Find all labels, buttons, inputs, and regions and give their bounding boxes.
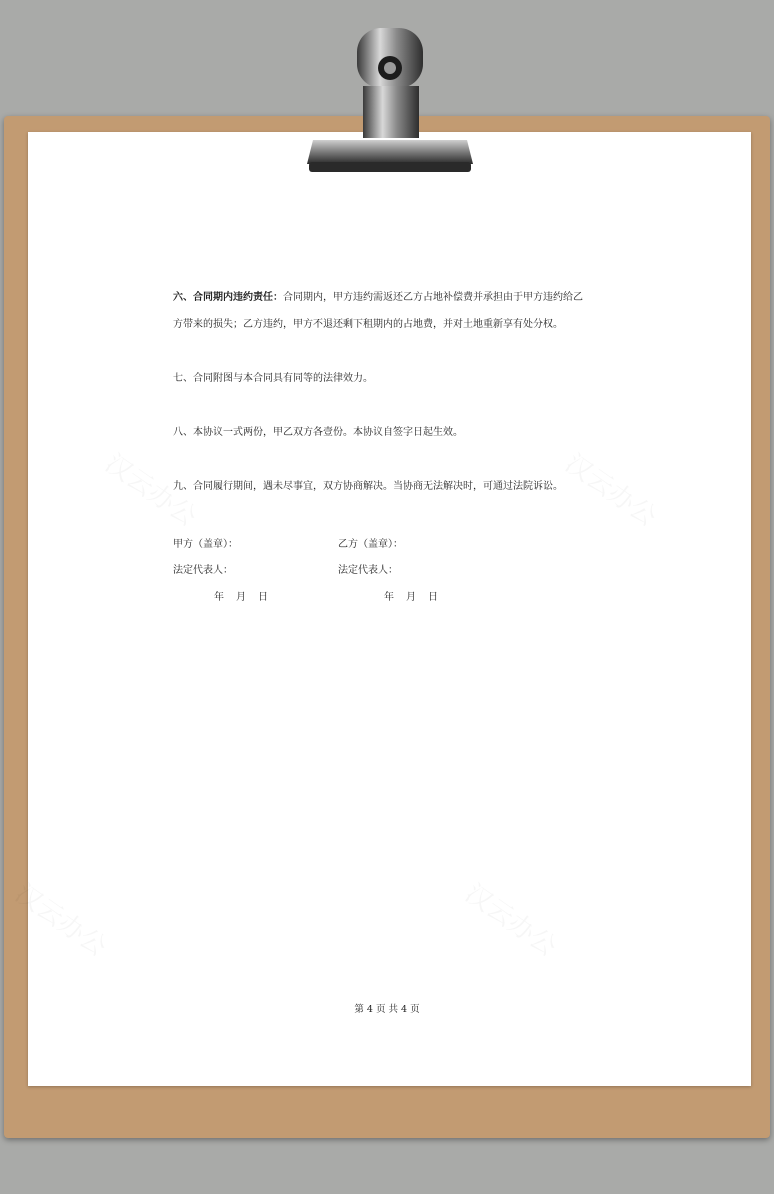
article-8: 八、本协议一式两份，甲乙双方各壹份。本协议自签字日起生效。	[173, 427, 463, 438]
month-label: 月	[406, 592, 416, 603]
binder-clip-icon	[305, 26, 475, 176]
party-b-seal-label: 乙方（盖章）：	[338, 539, 403, 550]
party-a-seal-label: 甲方（盖章）：	[173, 539, 238, 550]
party-a-date	[214, 588, 280, 603]
article-6-line-2: 方带来的损失；乙方违约，甲方不退还剩下租期内的占地费，并对土地重新享有处分权。	[173, 319, 563, 330]
article-6-heading: 六、合同期内违约责任：	[173, 292, 283, 303]
year-label: 年	[384, 592, 394, 603]
article-7: 七、合同附图与本合同具有同等的法律效力。	[173, 373, 373, 384]
party-a-representative-label: 法定代表人：	[173, 565, 233, 576]
month-label: 月	[236, 592, 246, 603]
article-6-line-1	[173, 293, 583, 303]
page-number-footer: 第 4 页 共 4 页	[354, 1004, 420, 1015]
article-6-text: 合同期内，甲方违约需返还乙方占地补偿费并承担由于甲方违约给乙	[283, 292, 583, 303]
article-9: 九、合同履行期间，遇未尽事宜，双方协商解决。当协商无法解决时，可通过法院诉讼。	[173, 481, 563, 492]
day-label: 日	[428, 592, 438, 603]
document-page	[28, 132, 751, 1086]
day-label: 日	[258, 592, 268, 603]
party-b-date	[384, 588, 450, 603]
party-b-representative-label: 法定代表人：	[338, 565, 398, 576]
year-label: 年	[214, 592, 224, 603]
